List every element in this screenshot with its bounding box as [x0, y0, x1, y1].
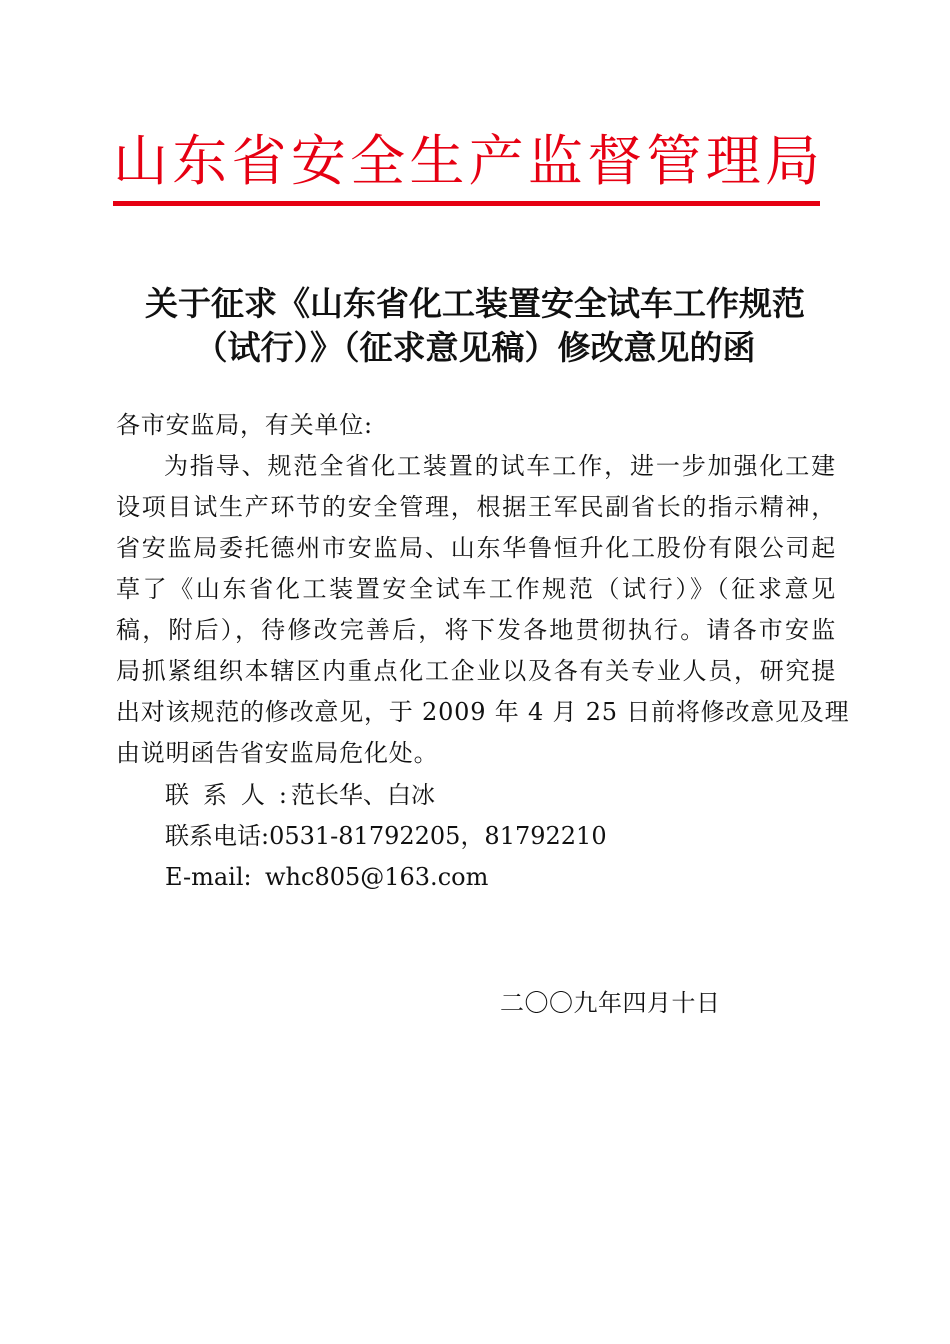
contact-person-value: 范长华、白冰 — [291, 781, 435, 809]
salutation: 各市安监局，有关单位: — [116, 411, 373, 439]
body-line: 省安监局委托德州市安监局、山东华鲁恒升化工股份有限公司起 — [116, 534, 836, 562]
masthead-org-name: 山东省安全生产监督管理局 — [113, 129, 820, 193]
body-line: 稿，附后），待修改完善后，将下发各地贯彻执行。请各市安监 — [116, 616, 836, 644]
contact-email — [165, 857, 488, 898]
contact-email-value: whc805@163.com — [265, 863, 489, 891]
masthead-red-rule — [113, 201, 820, 206]
contact-email-label: E-mail: — [165, 863, 252, 891]
contact-phone — [165, 816, 607, 857]
contact-phone-label: 联系电话: — [165, 822, 270, 850]
document-title-line-2: （试行）》（征求意见稿）修改意见的函 — [194, 328, 756, 367]
body-paragraph — [116, 446, 850, 774]
document-date: 二〇〇九年四月十日 — [500, 989, 721, 1017]
body-line: 出对该规范的修改意见，于 2009 年 4 月 25 日前将修改意见及理 — [116, 698, 850, 726]
contact-person — [165, 775, 435, 816]
body-line: 局抓紧组织本辖区内重点化工企业以及各有关专业人员，研究提 — [116, 657, 836, 685]
body-line: 草了《山东省化工装置安全试车工作规范（试行）》（征求意见 — [116, 575, 836, 603]
body-line: 由说明函告省安监局危化处。 — [116, 739, 439, 767]
document-title-line-1: 关于征求《山东省化工装置安全试车工作规范 — [145, 284, 805, 323]
body-line: 为指导、规范全省化工装置的试车工作，进一步加强化工建 — [164, 452, 836, 480]
contact-person-label: 联系人: — [165, 781, 287, 809]
body-line: 设项目试生产环节的安全管理，根据王军民副省长的指示精神， — [116, 493, 836, 521]
contact-phone-value: 0531-81792205，81792210 — [269, 822, 607, 850]
